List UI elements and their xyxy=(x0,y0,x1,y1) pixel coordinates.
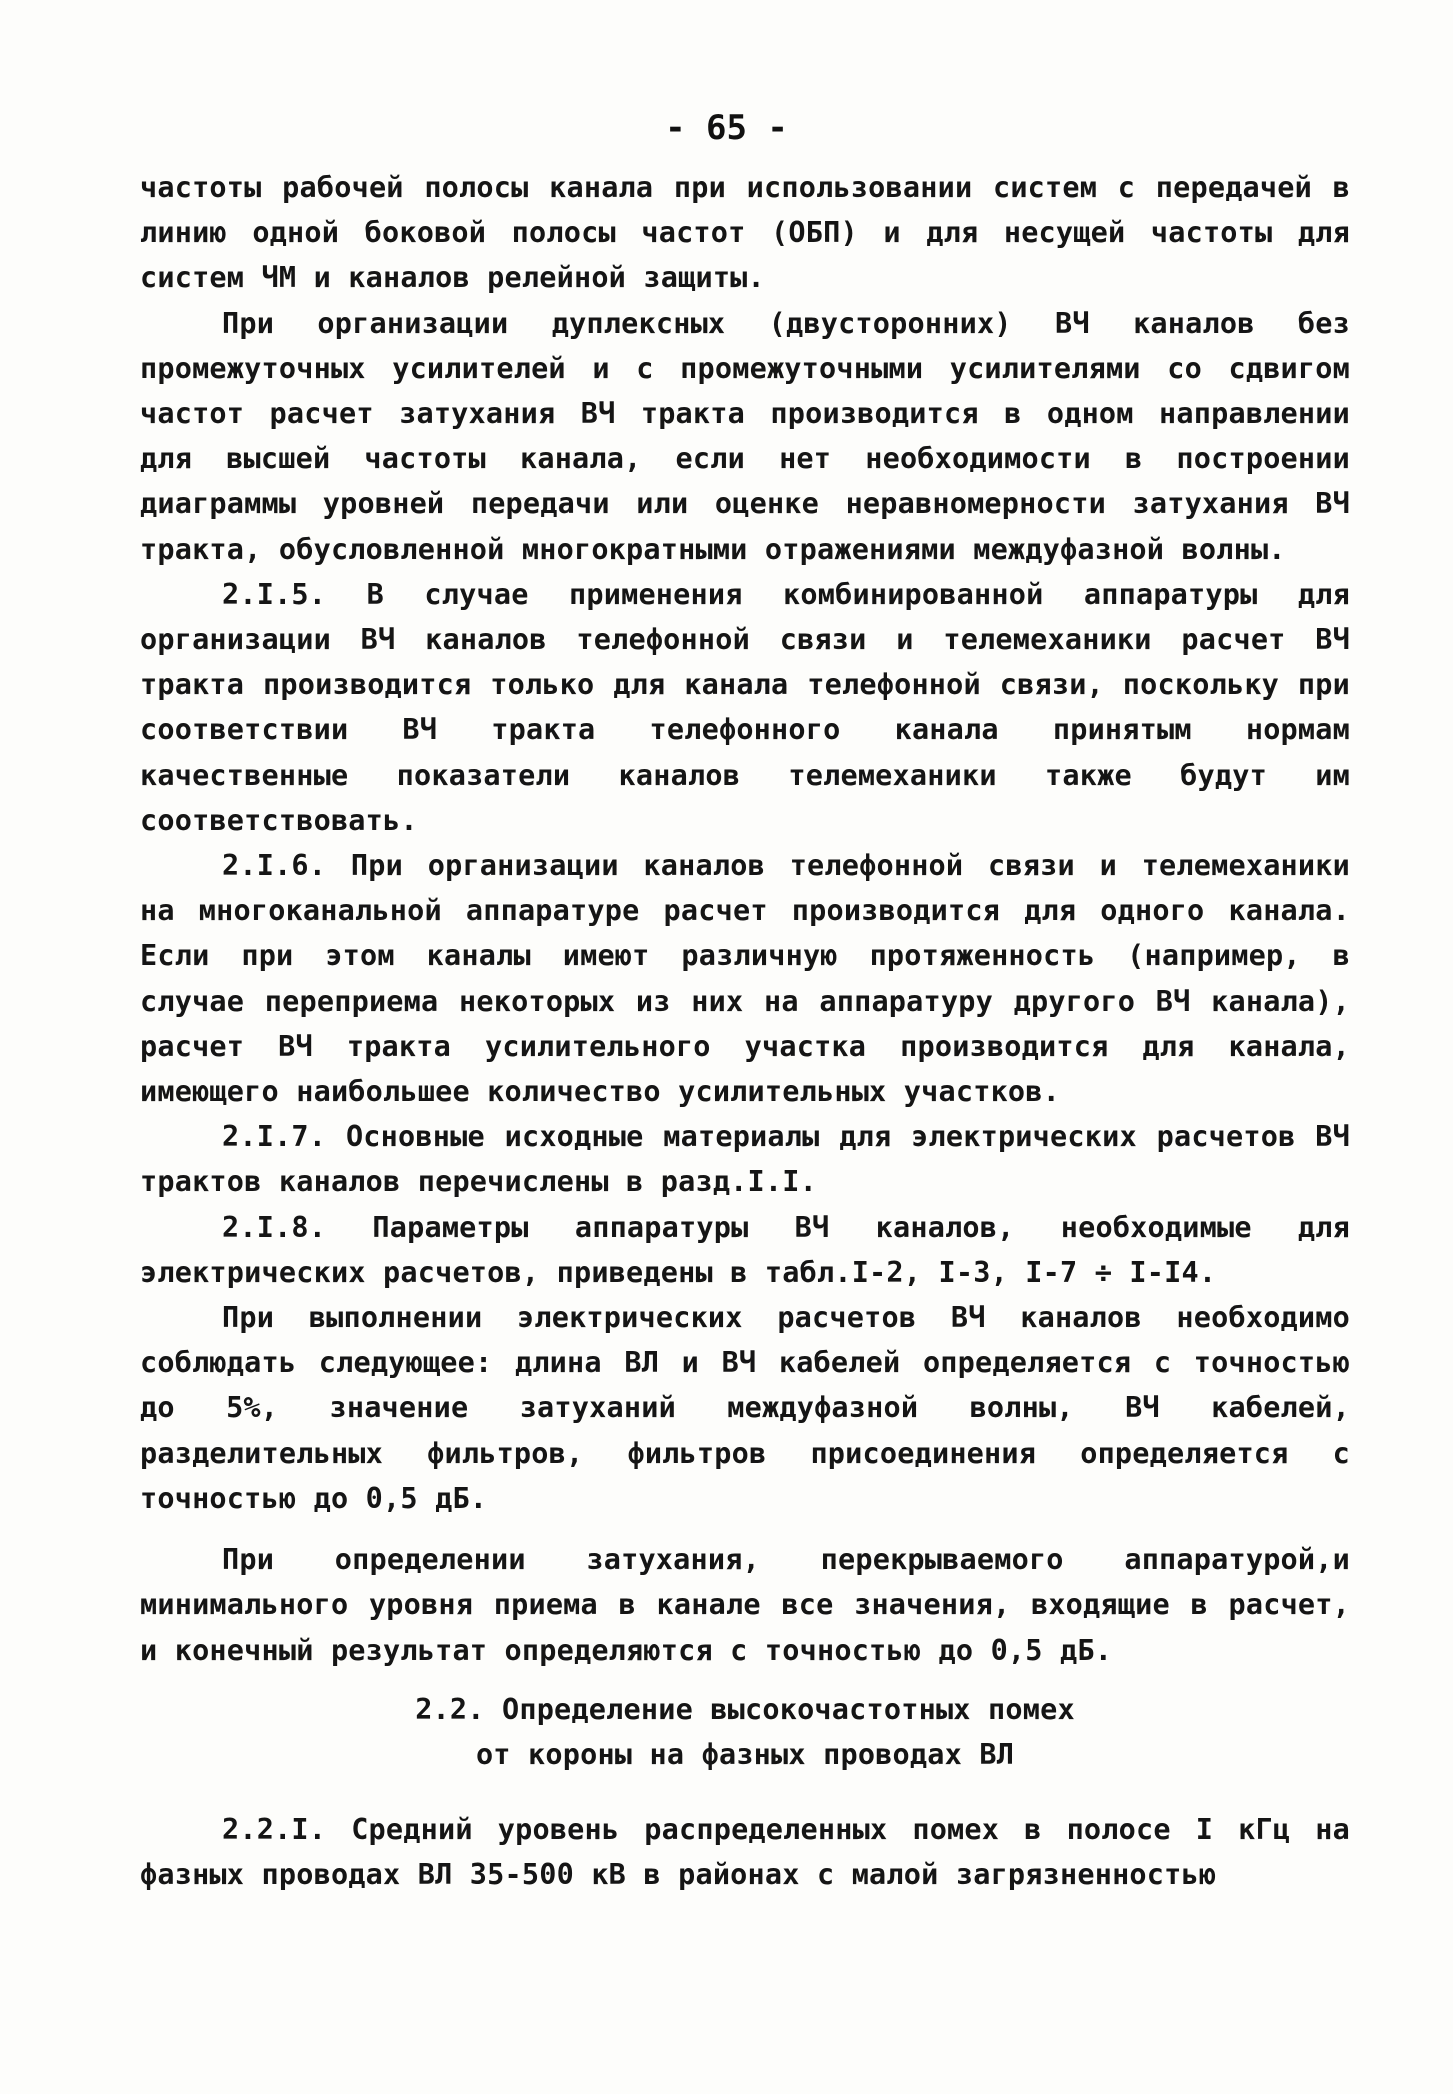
section-heading-line-1: 2.2. Определение высокочастотных помех xyxy=(415,1692,1075,1726)
paragraph-accuracy-requirements: При выполнении электрических расчетов ВЧ каналов необходимо соблюдать следующее: длина ВЛ и ВЧ кабелей определяется с точностью до 5%, значение затуханий междуфазной волны, ВЧ кабелей, разделительных фильтров, фильтров присоединения определяется с точностью до 0,5 дБ. xyxy=(140,1301,1350,1515)
paragraph-2-1-8: 2.I.8. Параметры аппаратуры ВЧ каналов, необходимые для электрических расчетов, приведены в табл.I-2, I-3, I-7 ÷ I-I4. xyxy=(140,1210,1350,1289)
paragraph-2-1-6: 2.I.6. При организации каналов телефонной связи и телемеханики на многоканальной аппаратуре расчет производится для одного канала. Если при этом каналы имеют различную протяженность (например, в случае переприема некоторых из них на аппаратуру другого ВЧ канала), расчет ВЧ тракта усилительного участка производится для канала, имеющего наибольшее количество усилительных участков. xyxy=(140,849,1350,1109)
paragraph-2-2-1: 2.2.I. Средний уровень распределенных помех в полосе I кГц на фазных проводах ВЛ 35-500 кВ в районах с малой загрязненностью xyxy=(140,1813,1350,1892)
document-body xyxy=(140,165,1350,1898)
paragraph-duplex-channels: При организации дуплексных (двусторонних) ВЧ каналов без промежуточных усилителей и с промежуточными усилителями со сдвигом частот расчет затухания ВЧ тракта производится в одном направлении для высшей частоты канала, если нет необходимости в построении диаграммы уровней передачи или оценке неравномерности затухания ВЧ тракта, обусловленной многократными отражениями междуфазной волны. xyxy=(140,306,1350,566)
paragraph-2-1-7: 2.I.7. Основные исходные материалы для электрических расчетов ВЧ трактов каналов перечислены в разд.I.I. xyxy=(140,1120,1350,1199)
paragraph-continuation: частоты рабочей полосы канала при использовании систем с передачей в линию одной боковой полосы частот (ОБП) и для несущей частоты для систем ЧМ и каналов релейной защиты. xyxy=(140,171,1350,295)
paragraph-2-1-5: 2.I.5. В случае применения комбинированной аппаратуры для организации ВЧ каналов телефонной связи и телемеханики расчет ВЧ тракта производится только для канала телефонной связи, поскольку при соответствии ВЧ тракта телефонного канала принятым нормам качественные показатели каналов телемеханики также будут им соответствовать. xyxy=(140,577,1350,837)
page-number: - 65 - xyxy=(665,108,788,148)
section-heading-line-2: от короны на фазных проводах ВЛ xyxy=(475,1737,1015,1771)
section-heading-2-2 xyxy=(140,1687,1350,1777)
paragraph-attenuation-accuracy: При определении затухания, перекрываемого аппаратурой,и минимального уровня приема в канале все значения, входящие в расчет, и конечный результат определяются с точностью до 0,5 дБ. xyxy=(140,1543,1350,1667)
